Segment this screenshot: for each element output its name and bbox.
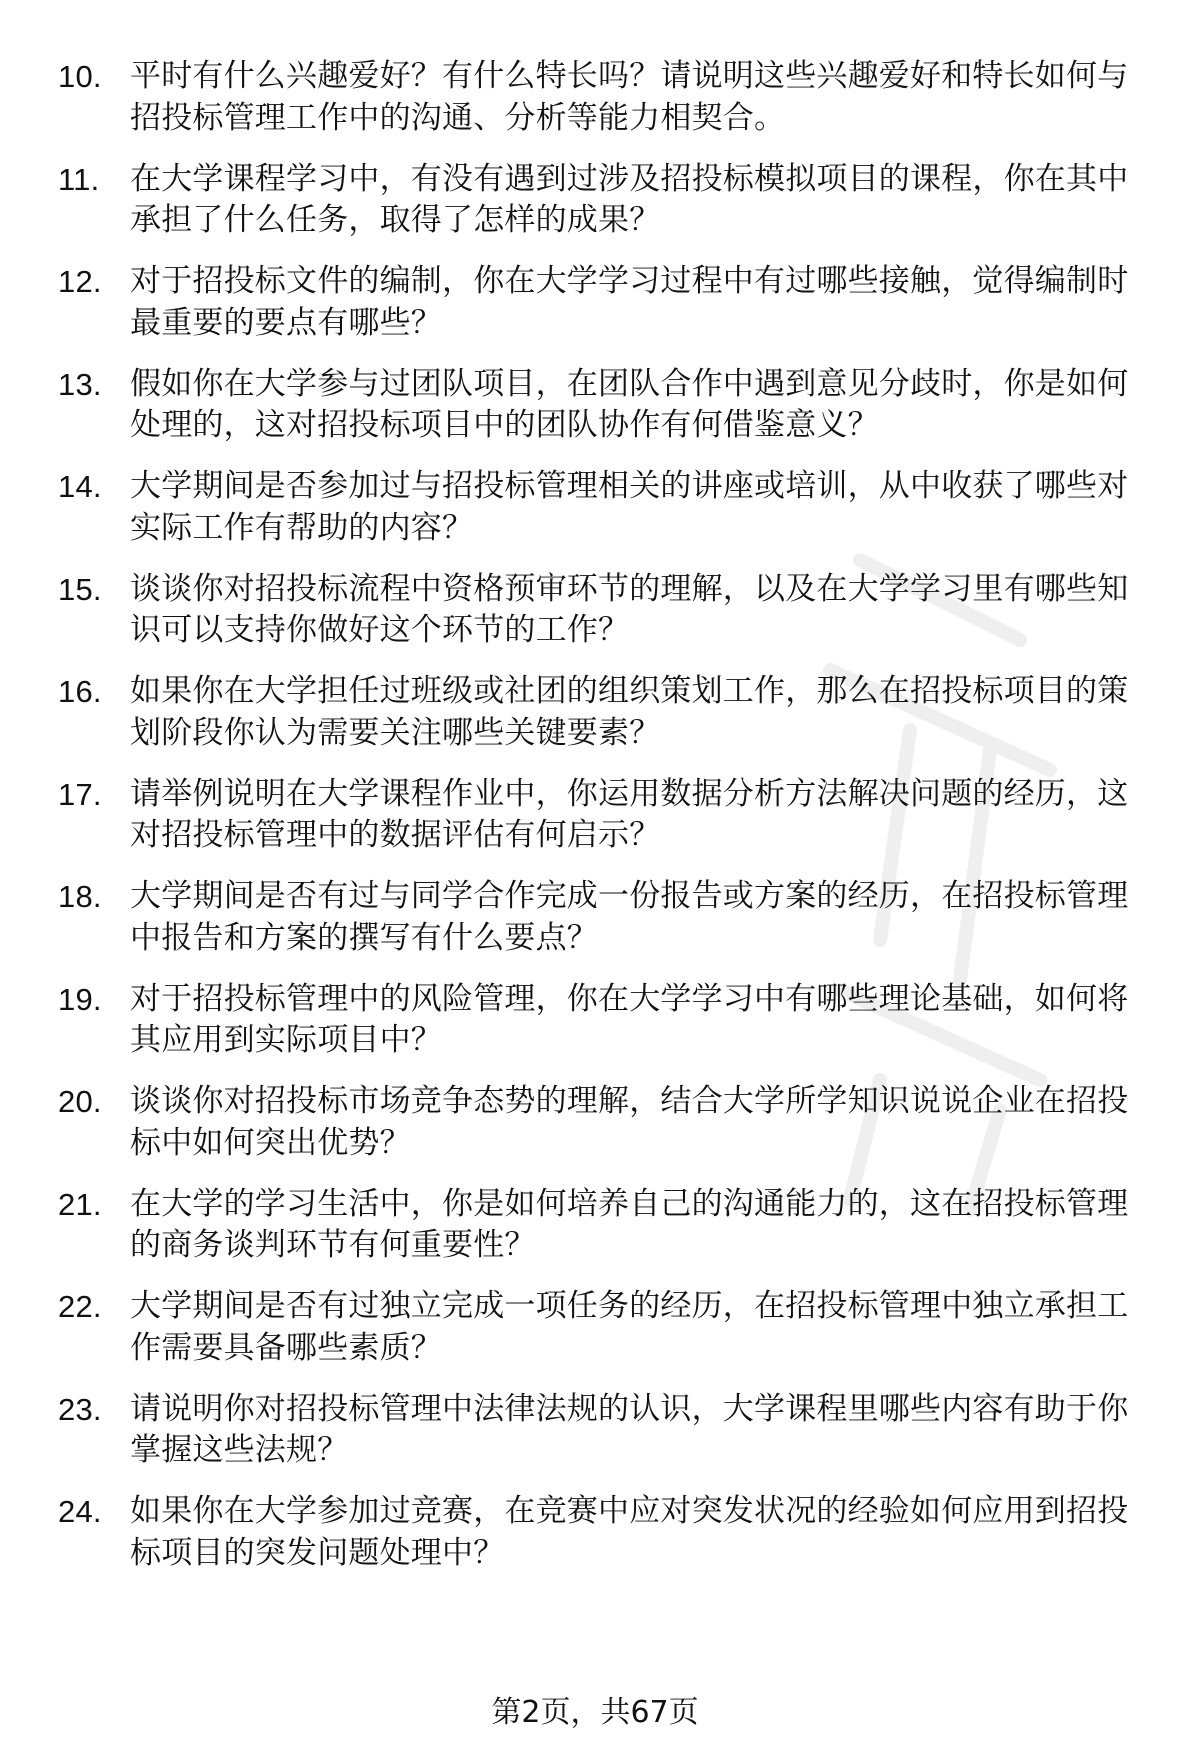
question-number: 12. [58,264,102,299]
question-text: 谈谈你对招投标市场竞争态势的理解，结合大学所学知识说说企业在招投标中如何突出优势？ [130,1083,1129,1161]
question-text: 对于招投标文件的编制，你在大学学习过程中有过哪些接触，觉得编制时最重要的要点有哪些？ [130,263,1129,341]
question-number: 16. [58,674,102,709]
question-item [58,1389,1158,1472]
question-number: 21. [58,1186,102,1222]
question-text: 大学期间是否有过与同学合作完成一份报告或方案的经历，在招投标管理中报告和方案的撰写有什么要点？ [130,878,1129,956]
question-number: 22. [58,1289,102,1324]
question-item [58,671,1158,754]
question-text: 在大学课程学习中，有没有遇到过涉及招投标模拟项目的课程，你在其中承担了什么任务，取得了怎样的成果？ [130,160,1129,238]
question-list [58,56,1158,1594]
question-text: 请举例说明在大学课程作业中，你运用数据分析方法解决问题的经历，这对招投标管理中的数据评估有何启示？ [130,775,1129,853]
question-item [58,979,1158,1062]
question-number: 18. [58,879,102,914]
question-item [58,569,1158,652]
question-number: 20. [58,1084,102,1119]
question-item [58,876,1158,959]
question-item [58,774,1158,857]
question-item [58,56,1158,139]
page-number-footer: 第2页，共67页 [491,1695,699,1730]
question-item [58,364,1158,447]
question-text: 大学期间是否参加过与招投标管理相关的讲座或培训，从中收获了哪些对实际工作有帮助的内容？ [130,468,1129,546]
question-item [58,466,1158,549]
question-text: 如果你在大学参加过竞赛，在竞赛中应对突发状况的经验如何应用到招投标项目的突发问题处理中？ [130,1493,1129,1571]
question-item [58,159,1158,242]
question-text: 大学期间是否有过独立完成一项任务的经历，在招投标管理中独立承担工作需要具备哪些素质？ [130,1288,1129,1366]
question-number: 10. [58,59,102,94]
question-text: 假如你在大学参与过团队项目，在团队合作中遇到意见分歧时，你是如何处理的，这对招投标项目中的团队协作有何借鉴意义？ [130,365,1129,443]
question-number: 17. [58,776,102,812]
question-text: 在大学的学习生活中，你是如何培养自己的沟通能力的，这在招投标管理的商务谈判环节有何重要性？ [130,1185,1129,1263]
question-number: 15. [58,571,102,607]
question-number: 13. [58,366,102,402]
question-text: 请说明你对招投标管理中法律法规的认识，大学课程里哪些内容有助于你掌握这些法规？ [130,1390,1129,1468]
question-text: 平时有什么兴趣爱好？有什么特长吗？请说明这些兴趣爱好和特长如何与招投标管理工作中的沟通、分析等能力相契合。 [130,58,1129,136]
question-number: 23. [58,1391,102,1427]
question-number: 11. [58,161,100,197]
question-item [58,1286,1158,1369]
question-item [58,261,1158,344]
question-text: 谈谈你对招投标流程中资格预审环节的理解，以及在大学学习里有哪些知识可以支持你做好这个环节的工作？ [130,570,1129,648]
question-number: 19. [58,981,102,1017]
question-item [58,1081,1158,1164]
question-number: 24. [58,1494,102,1529]
question-text: 如果你在大学担任过班级或社团的组织策划工作，那么在招投标项目的策划阶段你认为需要关注哪些关键要素？ [130,673,1129,751]
question-text: 对于招投标管理中的风险管理，你在大学学习中有哪些理论基础，如何将其应用到实际项目中？ [130,980,1129,1058]
question-item [58,1184,1158,1267]
question-number: 14. [58,469,102,504]
question-item [58,1491,1158,1574]
